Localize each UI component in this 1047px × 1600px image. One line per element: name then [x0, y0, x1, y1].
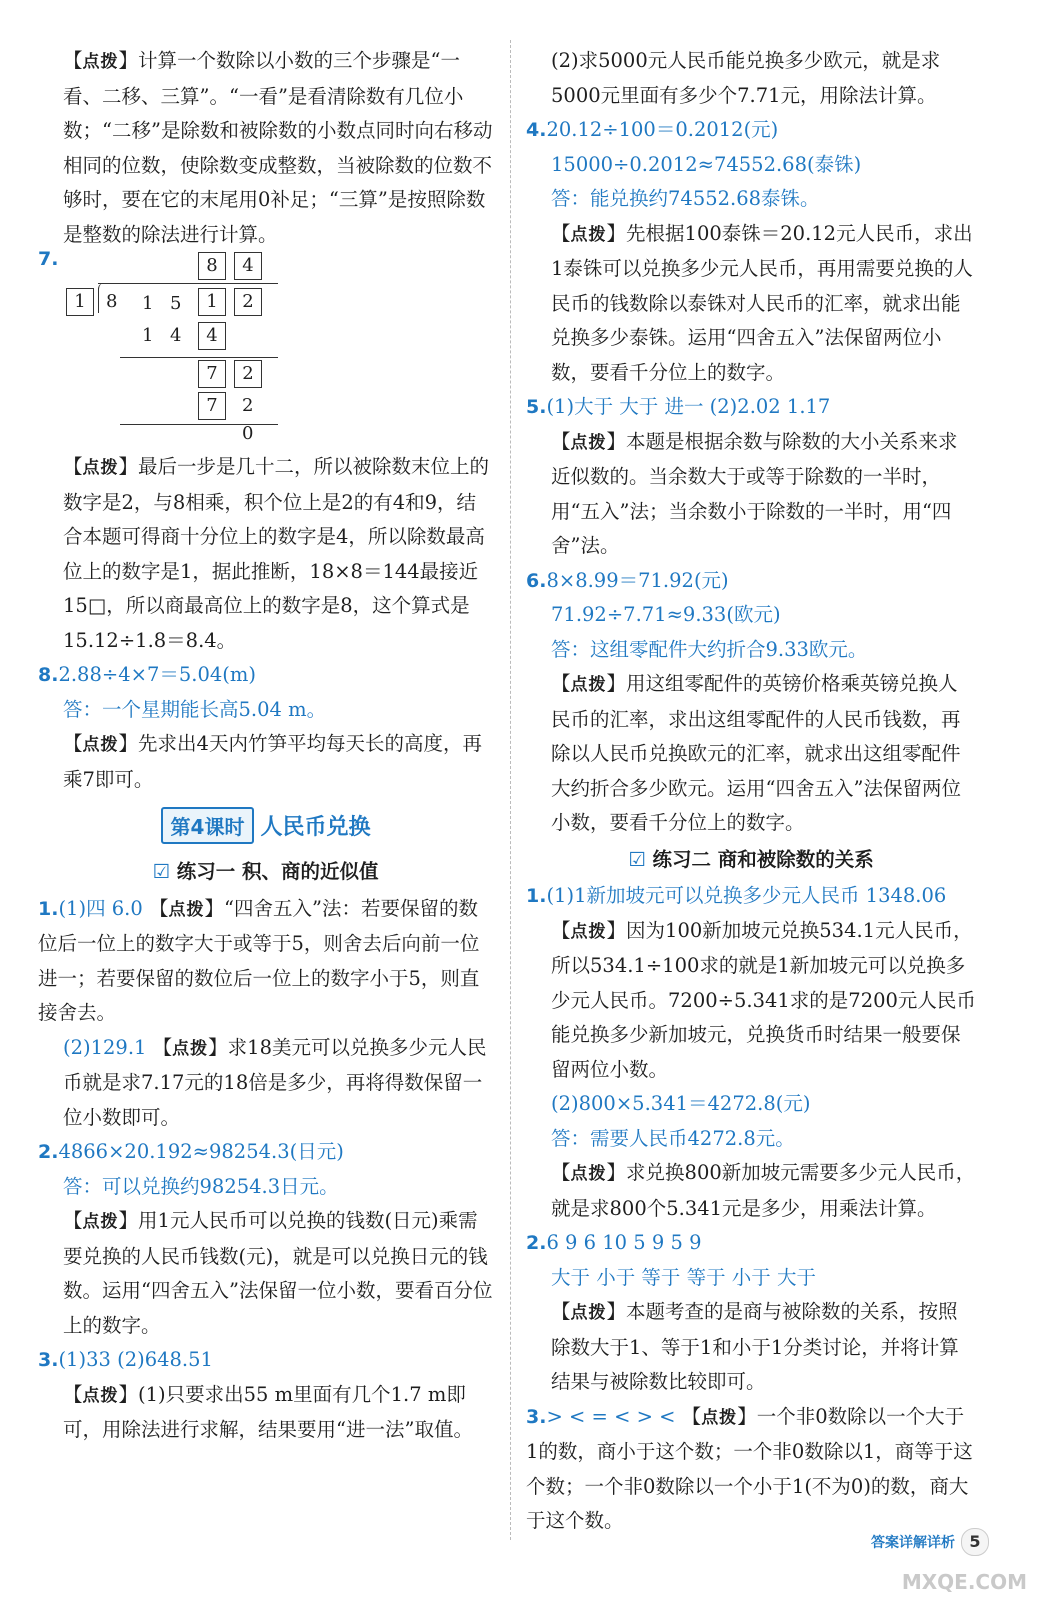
left-column	[38, 44, 493, 1448]
footer-label: 答案详解详析	[871, 1535, 955, 1551]
tip-tag: 点拨	[570, 1164, 607, 1184]
tip-tag: 点拨	[82, 1212, 119, 1232]
answer-text: 答：这组零配件大约折合9.33欧元。	[551, 637, 868, 661]
question-number: 6.	[526, 569, 547, 592]
subtraction-line	[120, 357, 278, 358]
final-remainder: 0	[242, 423, 254, 444]
tip-paragraph: 【点拨】最后一步是几十二，所以被除数末位上的数字是2，与8相乘，积个位上是2的有4和9，结合本题可得商十分位上的数字是4，所以除数最高位上的数字是1，据此推断，18×8＝144最接近15□，所以商最高位上的数字是8，这个算式是15.12÷1.8＝8.4。	[63, 455, 490, 652]
tip-text: 一个非0数除以一个大于1的数，商小于这个数；一个非0数除以1，商等于这个数；一个非0数除以一个小于1(不为0)的数，商大于这个数。	[526, 1404, 973, 1532]
answer-text: (1)1新加坡元可以兑换多少元人民币 1348.06	[546, 884, 947, 907]
tip-tag: 点拨	[82, 458, 119, 478]
question-number: 5.	[526, 396, 547, 418]
product-digit-box: 4	[198, 322, 226, 350]
answer-text: 6 9 6 10 5 9 5 9	[546, 1231, 702, 1254]
answer-text: (1)大于 大于 进一 (2)2.02 1.17	[546, 395, 831, 418]
tip-paragraph: 【点拨】本题考查的是商与被除数的关系，按照除数大于1、等于1和小于1分类讨论，并将计算结果与被除数比较即可。	[551, 1300, 959, 1393]
tip-paragraph: 【点拨】计算一个数除以小数的三个步骤是“一看、二移、三算”。“一看”是看清除数有几位小数；“二移”是除数和被除数的小数点同时向右移动相同的位数，使除数变成整数，当被除数的位数不够时，要在它的末尾用0补足；“三算”是按照除数是整数的除法进行计算。	[63, 49, 493, 246]
tip-tag: 点拨	[570, 921, 607, 942]
exercise-title: 练习二 商和被除数的关系	[652, 847, 874, 871]
page-footer	[871, 1528, 989, 1556]
tip-text: 先求出4天内竹笋平均每天长的高度，再乘7即可。	[63, 732, 482, 791]
answer-line	[526, 390, 976, 425]
answer-line	[38, 658, 493, 693]
product-digit: 4	[170, 325, 182, 346]
answer-text: > < = < > <	[546, 1404, 676, 1428]
watermark: MXQE.COM	[901, 1570, 1027, 1594]
remainder-digit-box: 7	[198, 360, 226, 388]
answer-line: (2)129.1 【点拨】求18美元可以兑换多少元人民币就是求7.17元的18倍是多少，再将得数保留一位小数即可。	[63, 1035, 487, 1129]
answer-text: 答：一个星期能长高5.04 m。	[63, 697, 327, 721]
tip-paragraph: 【点拨】(1)只要求出55 m里面有几个1.7 m即可，用除法进行求解，结果要用“进一法”取值。	[63, 1382, 473, 1441]
tip-paragraph: 【点拨】先根据100泰铢＝20.12元人民币，求出1泰铢可以兑换多少元人民币，再用需要兑换的人民币的钱数除以泰铢对人民币的汇率，就求出能兑换多少泰铢。运用“四舍五入”法保留两位小数，要看千分位上的数字。	[551, 221, 973, 384]
dividend-digit-box: 1	[198, 288, 226, 316]
tip-paragraph: 【点拨】求兑换800新加坡元需要多少元人民币，就是求800个5.341元是多少，用乘法计算。	[551, 1161, 976, 1220]
dividend-digit: 1	[142, 293, 154, 314]
exercise-title: 练习一 积、商的近似值	[176, 860, 379, 883]
answer-line: 3.> < = < > < 【点拨】一个非0数除以一个大于1的数，商小于这个数；一个非0数除以1，商等于这个数；一个非0数除以一个小于1(不为0)的数，商大于这个数。	[526, 1404, 973, 1532]
product-digit-box: 7	[198, 392, 226, 420]
tip-paragraph: 【点拨】用1元人民币可以兑换的钱数(日元)乘需要兑换的人民币钱数(元)，就是可以兑换日元的钱数。运用“四舍五入”法保留一位小数，要看百分位上的数字。	[63, 1209, 493, 1337]
question-number: 2.	[526, 1232, 547, 1254]
tip-tag: 点拨	[701, 1407, 738, 1428]
continued-text: (2)求5000元人民币能兑换多少欧元，就是求5000元里面有多少个7.71元，用除法计算。	[551, 49, 941, 107]
page-number: 5	[961, 1528, 989, 1556]
tip-text: 计算一个数除以小数的三个步骤是“一看、二移、三算”。“一看”是看清除数有几位小数；“二移”是除数和被除数的小数点同时向右移动相同的位数，使除数变成整数，当被除数的位数不够时，要在它的末尾用0补足；“三算”是按照除数是整数的除法进行计算。	[63, 49, 493, 246]
tip-paragraph: 【点拨】因为100新加坡元兑换534.1元人民币，所以534.1÷100求的就是1新加坡元可以兑换多少元人民币。7200÷5.341求的是7200元人民币能兑换多少新加坡元，兑换货币时结果一般要保留两位小数。	[551, 918, 976, 1081]
question-number: 1.	[526, 885, 547, 907]
answer-line	[526, 1226, 976, 1261]
divisor-digit: 8	[106, 291, 118, 312]
exercise-heading	[526, 843, 976, 878]
answer-text: 大于 小于 等于 等于 小于 大于	[551, 1265, 816, 1289]
equation: 8×8.99＝71.92(元)	[546, 568, 729, 592]
equation: 20.12÷100＝0.2012(元)	[546, 118, 779, 141]
question-number: 1.	[38, 897, 59, 920]
answer-text: 答：可以兑换约98254.3日元。	[63, 1174, 339, 1198]
lesson-title: 人民币兑换	[260, 815, 371, 840]
tip-text: 求18美元可以兑换多少元人民币就是求7.17元的18倍是多少，再将得数保留一位小数即可。	[63, 1035, 487, 1129]
tip-text: 本题是根据余数与除数的大小关系来求近似数的。当余数大于或等于除数的一半时，用“五入”法；当余数小于除数的一半时，用“四舍”法。	[551, 429, 958, 557]
product-digit: 2	[242, 395, 254, 416]
subtraction-line	[120, 424, 278, 425]
remainder-digit-box: 2	[234, 360, 262, 388]
tip-tag: 点拨	[570, 224, 607, 245]
tip-paragraph: 【点拨】先求出4天内竹笋平均每天长的高度，再乘7即可。	[63, 732, 482, 791]
equation: 15000÷0.2012≈74552.68(泰铢)	[551, 152, 862, 176]
dividend-digit-box: 2	[234, 288, 262, 316]
division-bracket	[98, 283, 107, 313]
equation: 2.88÷4×7＝5.04(m)	[58, 663, 256, 686]
answer-text: 答：能兑换约74552.68泰铢。	[551, 187, 820, 210]
answer-line	[38, 1343, 493, 1378]
product-digit: 1	[142, 325, 154, 346]
division-result-row	[38, 423, 493, 450]
answer-line	[526, 879, 976, 914]
checkbox-icon: ☑	[152, 860, 170, 883]
question-number: 7.	[38, 248, 59, 270]
exercise-heading	[38, 855, 493, 890]
column-divider	[510, 40, 511, 1540]
answer-text: (2)129.1	[63, 1035, 147, 1059]
tip-text: (1)只要求出55 m里面有几个1.7 m即可，用除法进行求解，结果要用“进一法”取值。	[63, 1382, 473, 1441]
quotient-digit-box: 8	[198, 252, 226, 280]
tip-text: 求兑换800新加坡元需要多少元人民币，就是求800个5.341元是多少，用乘法计算。	[551, 1161, 976, 1220]
answer-line	[526, 113, 976, 148]
tip-tag: 点拨	[168, 899, 205, 920]
equation: (2)800×5.341＝4272.8(元)	[551, 1092, 811, 1115]
answer-line: 1.(1)四 6.0 【点拨】“四舍五入”法：若要保留的数位后一位上的数字大于或等于5，则舍去后向前一位进一；若要保留的数位后一位上的数字小于5，则直接舍去。	[38, 896, 480, 1024]
answer-text: (1)33 (2)648.51	[58, 1348, 213, 1371]
tip-text: 先根据100泰铢＝20.12元人民币，求出1泰铢可以兑换多少元人民币，再用需要兑换的人民币的钱数除以泰铢对人民币的汇率，就求出能兑换多少泰铢。运用“四舍五入”法保留两位小数，要看千分位上的数字。	[551, 221, 973, 384]
equation: 4866×20.192≈98254.3(日元)	[58, 1140, 344, 1163]
tip-tag: 点拨	[570, 1303, 607, 1323]
question-number: 2.	[38, 1141, 59, 1163]
lesson-label: 第4课时	[161, 807, 255, 844]
tip-text: 用1元人民币可以兑换的钱数(日元)乘需要兑换的人民币钱数(元)，就是可以兑换日元的钱数。运用“四舍五入”法保留一位小数，要看百分位上的数字。	[63, 1209, 493, 1337]
tip-tag: 点拨	[570, 675, 607, 695]
question-number: 8.	[38, 664, 59, 686]
tip-text: 因为100新加坡元兑换534.1元人民币，所以534.1÷100求的就是1新加坡元可以兑换多少元人民币。7200÷5.341求的是7200元人民币能兑换多少新加坡元，兑换货币时结果一般要保留两位小数。	[551, 918, 976, 1081]
tip-text: 本题考查的是商与被除数的关系，按照除数大于1、等于1和小于1分类讨论，并将计算结果与被除数比较即可。	[551, 1300, 959, 1393]
question-number: 3.	[526, 1405, 547, 1428]
tip-paragraph: 【点拨】用这组零配件的英镑价格乘英镑兑换人民币的汇率，求出这组零配件的人民币钱数，再除以人民币兑换欧元的汇率，就求出这组零配件大约折合多少欧元。运用“四舍五入”法保留两位小数，要看千分位上的数字。	[551, 672, 961, 834]
division-bar	[98, 283, 278, 284]
tip-text: 最后一步是几十二，所以被除数末位上的数字是2，与8相乘，积个位上是2的有4和9，结合本题可得商十分位上的数字是4，所以除数最高位上的数字是1，据此推断，18×8＝144最接近15□，所以商最高位上的数字是8，这个算式是15.12÷1.8＝8.4。	[63, 455, 490, 652]
tip-tag: 点拨	[82, 52, 119, 72]
question-number: 3.	[38, 1349, 59, 1371]
tip-tag: 点拨	[82, 1385, 119, 1406]
answer-text: (1)四 6.0	[58, 896, 143, 920]
answer-line	[526, 564, 976, 599]
tip-tag: 点拨	[172, 1038, 209, 1059]
answer-line	[38, 1135, 493, 1170]
answer-text: 答：需要人民币4272.8元。	[551, 1126, 795, 1150]
checkbox-icon: ☑	[628, 847, 646, 871]
tip-tag: 点拨	[82, 735, 119, 755]
tip-text: 用这组零配件的英镑价格乘英镑兑换人民币的汇率，求出这组零配件的人民币钱数，再除以人民币兑换欧元的汇率，就求出这组零配件大约折合多少欧元。运用“四舍五入”法保留两位小数，要看千分位上的数字。	[551, 672, 961, 834]
quotient-digit-box: 4	[234, 252, 262, 280]
tip-text: “四舍五入”法：若要保留的数位后一位上的数字大于或等于5，则舍去后向前一位进一；若要保留的数位后一位上的数字小于5，则直接舍去。	[38, 896, 480, 1024]
question-number: 4.	[526, 119, 547, 141]
divisor-digit-box: 1	[66, 288, 94, 316]
tip-paragraph: 【点拨】本题是根据余数与除数的大小关系来求近似数的。当余数大于或等于除数的一半时，用“五入”法；当余数小于除数的一半时，用“四舍”法。	[551, 429, 958, 557]
tip-tag: 点拨	[570, 432, 607, 453]
right-column	[526, 44, 976, 1539]
dividend-digit: 5	[170, 293, 182, 314]
equation: 71.92÷7.71≈9.33(欧元)	[551, 603, 781, 626]
lesson-header	[38, 807, 493, 851]
long-division-diagram	[38, 248, 493, 428]
